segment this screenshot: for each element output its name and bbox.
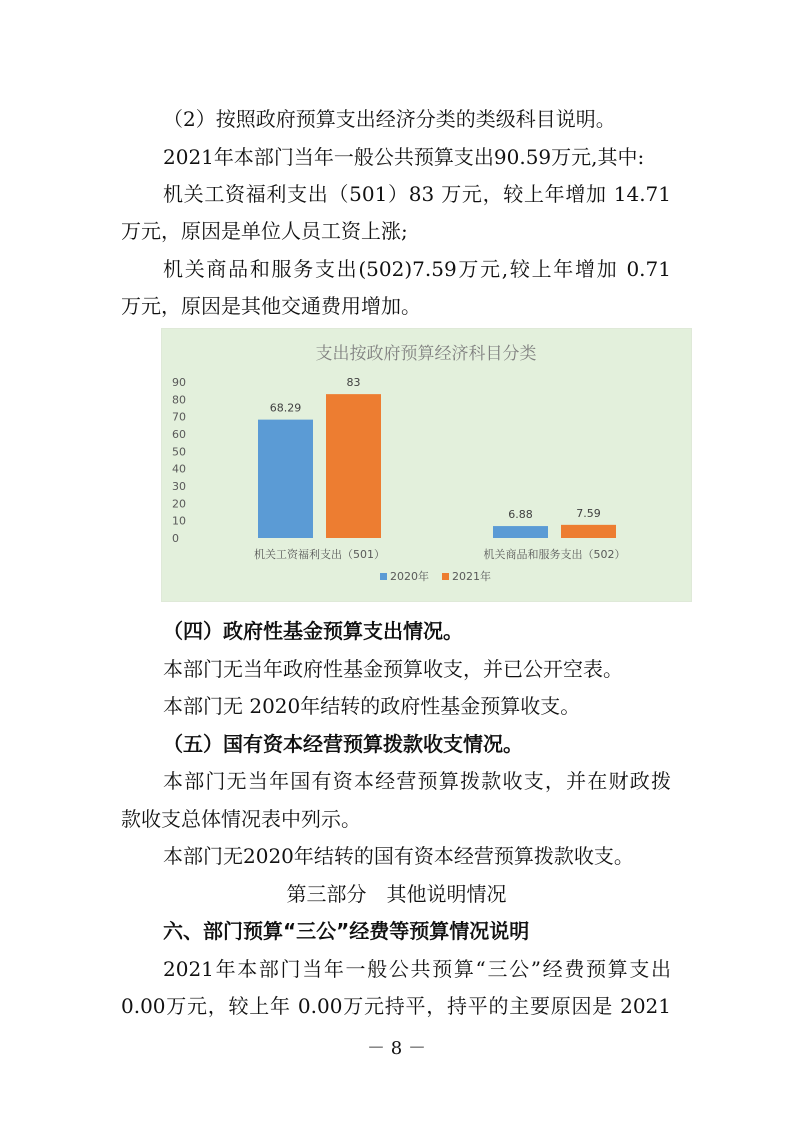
bar-value-label: 68.29: [269, 401, 302, 415]
paragraph-line: 款收支总体情况表中列示。: [121, 807, 361, 831]
legend-swatch: [442, 573, 449, 580]
part-heading: 第三部分 其他说明情况: [286, 882, 507, 906]
legend-swatch: [380, 573, 387, 580]
paragraph-line: 万元，原因是单位人员工资上涨;: [121, 219, 408, 243]
paragraph-line: 本部门无当年政府性基金预算收支，并已公开空表。: [163, 657, 623, 681]
x-tick-label: 机关商品和服务支出（502）: [483, 548, 626, 561]
y-tick-label: 10: [172, 514, 186, 528]
chart-title: 支出按政府预算经济科目分类: [315, 344, 537, 364]
y-tick-label: 70: [172, 410, 186, 424]
y-tick-label: 90: [172, 376, 186, 389]
y-tick-label: 0: [172, 532, 179, 545]
section-heading: 六、部门预算“三公”经费等预算情况说明: [163, 919, 530, 943]
paragraph-line: （2）按照政府预算支出经济分类的类级科目说明。: [163, 107, 616, 131]
paragraph-line: 本部门无2020年结转的国有资本经营预算拨款收支。: [163, 844, 634, 868]
paragraph-line: 机关工资福利支出（501）83 万元，较上年增加 14.71: [163, 182, 671, 206]
paragraph-line: 2021年本部门当年一般公共预算“三公”经费预算支出: [163, 957, 671, 981]
paragraph-line: 2021年本部门当年一般公共预算支出90.59万元,其中:: [163, 145, 645, 169]
bar: [258, 420, 313, 538]
y-tick-label: 60: [172, 428, 186, 441]
bar: [561, 525, 616, 538]
legend-label: 2021年: [452, 570, 491, 583]
bar-chart: [161, 328, 692, 602]
paragraph-line: 万元，原因是其他交通费用增加。: [121, 294, 421, 318]
bar-value-label: 83: [346, 376, 361, 390]
y-tick-label: 40: [172, 462, 186, 476]
bar: [326, 394, 381, 538]
paragraph-line: 机关商品和服务支出(502)7.59万元,较上年增加 0.71: [163, 257, 671, 281]
bar: [493, 526, 548, 538]
paragraph-line: 0.00万元，较上年 0.00万元持平，持平的主要原因是 2021: [121, 994, 671, 1018]
x-tick-label: 机关工资福利支出（501）: [254, 548, 385, 561]
section-heading: （五）国有资本经营预算拨款收支情况。: [163, 732, 523, 756]
y-tick-label: 30: [172, 480, 186, 493]
bar-value-label: 6.88: [508, 508, 533, 522]
bar-value-label: 7.59: [576, 506, 601, 520]
legend-label: 2020年: [390, 570, 429, 583]
y-tick-label: 80: [172, 393, 186, 407]
page-number: － 8 －: [367, 1038, 426, 1059]
paragraph-line: 本部门无当年国有资本经营预算拨款收支，并在财政拨: [163, 769, 671, 793]
y-tick-label: 50: [172, 445, 186, 459]
section-heading: （四）政府性基金预算支出情况。: [163, 619, 463, 643]
y-tick-label: 20: [172, 497, 186, 511]
paragraph-line: 本部门无 2020年结转的政府性基金预算收支。: [163, 694, 581, 718]
